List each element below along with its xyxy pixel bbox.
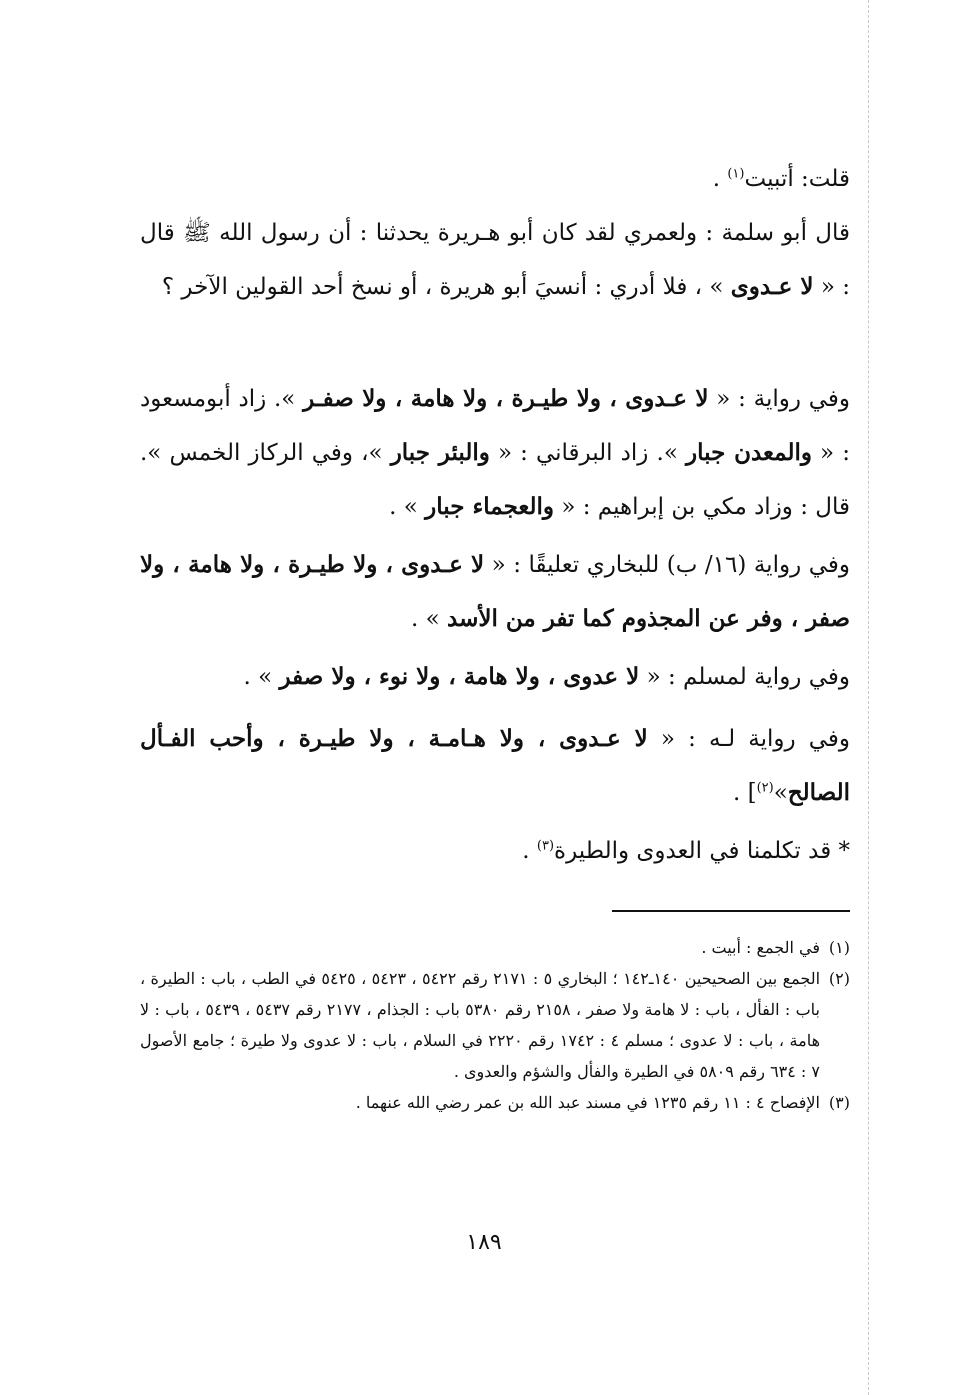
- para4-text1: وفي رواية (١٦/ ب) للبخاري تعليقًا : «: [484, 552, 850, 578]
- para2-text2: » ، فلا أدري : أنسيَ أبو هريرة ، أو نسخ أحد القولين الآخر ؟: [161, 274, 731, 300]
- footnotes: [140, 932, 850, 1118]
- page-number: ١٨٩: [466, 1230, 502, 1255]
- footnote-3: [140, 1087, 850, 1118]
- footnote-separator: [612, 910, 850, 912]
- para3-text2: ». زاد أبومسعود : «: [140, 386, 850, 466]
- para6-text2: »: [773, 780, 788, 806]
- footnote-number: (٢): [828, 969, 850, 988]
- footnote-text: في الجمع : أبيت .: [701, 938, 820, 957]
- footnote-2: [140, 963, 850, 1087]
- footnote-mark-3: (٣): [536, 838, 555, 854]
- para6-text3: ] .: [732, 780, 757, 806]
- para3-bold4: والعجماء جبار: [425, 493, 555, 520]
- paragraph-3: [140, 372, 850, 534]
- para1-end: .: [712, 166, 728, 192]
- para2-hadith: لا عـدوى: [730, 273, 814, 300]
- paragraph-2: [140, 206, 850, 314]
- para3-text3: ». زاد البرقاني : «: [489, 440, 687, 466]
- paragraph-7: [140, 824, 850, 878]
- para5-text2: » .: [243, 664, 280, 690]
- footnote-text: الإفصاح ٤ : ١١ رقم ١٢٣٥ في مسند عبد الله بن عمر رضي الله عنهما .: [355, 1093, 820, 1112]
- para3-hadith: لا عـدوى ، ولا طيـرة ، ولا هامة ، ولا صفـر: [303, 385, 709, 412]
- footnote-text: الجمع بين الصحيحين ١٤٠ـ١٤٢ ؛ البخاري ٥ : ٢١٧١ رقم ٥٤٢٢ ، ٥٤٢٣ ، ٥٤٢٥ في الطب ، باب : الطيرة ، باب : الفأل ، باب : لا هامة ولا صفر ، ٢١٥٨ رقم ٥٣٨٠ باب : الجذام ، ٢١٧٧ رقم ٥٤٣٧ ، ٥٤٣٩ ، باب : لا هامة ، باب : لا عدوى ؛ مسلم ٤ : ١٧٤٢ رقم ٢٢٢٠ في السلام ، باب : لا عدوى ولا طيرة ؛ جامع الأصول ٧ : ٦٣٤ رقم ٥٨٠٩ في الطيرة والفأل والشؤم والعدوى .: [140, 969, 821, 1081]
- para3-bold2: والمعدن جبار: [686, 439, 812, 466]
- para3-text4: »، وفي الركاز الخمس ». قال : وزاد مكي بن إبراهيم : «: [140, 440, 850, 520]
- footnote-mark-1: (١): [727, 166, 745, 182]
- para7-end: .: [522, 838, 537, 864]
- para5-text1: وفي رواية لمسلم : «: [639, 664, 850, 690]
- footnote-1: [140, 932, 850, 963]
- para3-text5: » .: [389, 494, 426, 520]
- para6-text1: وفي رواية لـه : «: [647, 726, 850, 752]
- footnote-number: (١): [828, 938, 850, 957]
- paragraph-5: [140, 650, 850, 704]
- page-edge-line: [868, 0, 869, 1395]
- para7-text: * قد تكلمنا في العدوى والطيرة: [554, 838, 850, 864]
- para4-hadith: لا عـدوى ، ولا طيـرة ، ولا هامة ، ولا صفر ، وفر عن المجذوم كما تفر من الأسد: [140, 551, 850, 632]
- para1-text: قلت: أتبيت: [744, 166, 850, 192]
- paragraph-1: [140, 152, 850, 206]
- para5-hadith: لا عدوى ، ولا هامة ، ولا نوء ، ولا صفر: [279, 663, 640, 690]
- paragraph-4: [140, 538, 850, 646]
- para3-bold3: والبئر جبار: [390, 439, 490, 466]
- footnote-mark-2: (٢): [756, 780, 774, 796]
- paragraph-6: [140, 712, 850, 820]
- para6-hadith: لا عـدوى ، ولا هـامـة ، ولا طيـرة ، وأحب الفـأل الصالح: [140, 725, 850, 806]
- para3-text1: وفي رواية : «: [708, 386, 850, 412]
- para2-text1: قال أبو سلمة : ولعمري لقد كان أبو هـريرة يحدثنا : أن رسول الله ﷺ قال : «: [140, 220, 850, 300]
- footnote-number: (٣): [828, 1093, 850, 1112]
- para4-text2: » .: [411, 606, 448, 632]
